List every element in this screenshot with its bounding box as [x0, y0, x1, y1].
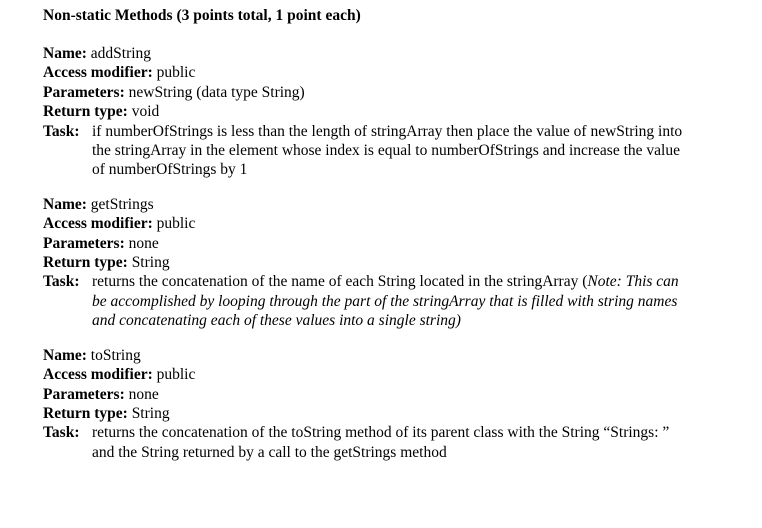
- parameters-row: [43, 385, 743, 404]
- method-name-value: addString: [90, 45, 152, 62]
- task-note-line: be accomplished by looping through the part of the stringArray that is filled with string names: [92, 292, 678, 310]
- return-type-value: void: [131, 103, 160, 121]
- parameters-row: [43, 83, 743, 102]
- access-modifier-label: Access modifier:: [43, 64, 157, 82]
- task-row: [43, 272, 743, 330]
- task-label: Task:: [43, 122, 80, 140]
- method-addstring: [43, 44, 743, 180]
- task-line: the stringArray in the element whose index is equal to numberOfStrings and increase the value: [92, 142, 680, 160]
- parameters-label: Parameters:: [43, 83, 129, 101]
- return-type-row: [43, 404, 743, 423]
- access-modifier-row: [43, 365, 743, 384]
- return-type-row: [43, 102, 743, 121]
- name-label: Name:: [43, 346, 91, 364]
- task-line: and the String returned by a call to the getStrings method: [92, 443, 447, 461]
- task-label: Task:: [43, 424, 80, 442]
- method-name-row: [43, 346, 743, 365]
- method-tostring: [43, 346, 743, 462]
- task-line: of numberOfStrings by 1: [92, 161, 248, 179]
- task-description: [92, 423, 743, 462]
- method-name-value: toString: [90, 346, 141, 364]
- access-modifier-label: Access modifier:: [43, 366, 157, 384]
- method-getstrings: [43, 195, 743, 331]
- parameters-value: none: [128, 385, 159, 403]
- task-description: [92, 122, 743, 180]
- access-modifier-row: [43, 63, 743, 82]
- section-heading: Non-static Methods (3 points total, 1 point each): [43, 7, 361, 24]
- task-line: [92, 272, 743, 291]
- task-description: [92, 272, 743, 330]
- parameters-value: none: [128, 234, 159, 252]
- parameters-row: [43, 234, 743, 253]
- task-line-text: returns the concatenation of the name of each String located in the stringArray (: [92, 273, 588, 291]
- parameters-label: Parameters:: [43, 385, 129, 403]
- method-name-row: [43, 44, 743, 63]
- task-note-line: and concatenating each of these values into a single string): [92, 312, 461, 330]
- task-note-start: Note: This can: [587, 273, 679, 291]
- document-page: [43, 6, 743, 477]
- return-type-value: String: [131, 404, 170, 422]
- name-label: Name:: [43, 45, 91, 62]
- parameters-value: newString (data type String): [128, 83, 305, 101]
- task-row: [43, 122, 743, 180]
- method-name-row: [43, 195, 743, 214]
- task-line: returns the concatenation of the toString method of its parent class with the String “Strings: ”: [92, 424, 670, 442]
- method-name-value: getStrings: [90, 195, 154, 213]
- return-type-value: String: [131, 254, 170, 272]
- parameters-label: Parameters:: [43, 234, 129, 252]
- access-modifier-row: [43, 214, 743, 233]
- task-label: Task:: [43, 273, 80, 291]
- return-type-label: Return type:: [43, 254, 132, 272]
- task-row: [43, 423, 743, 462]
- return-type-label: Return type:: [43, 404, 132, 422]
- return-type-row: [43, 253, 743, 272]
- access-modifier-value: public: [156, 366, 196, 384]
- access-modifier-value: public: [156, 64, 196, 82]
- name-label: Name:: [43, 195, 91, 213]
- return-type-label: Return type:: [43, 103, 132, 121]
- access-modifier-value: public: [156, 215, 196, 233]
- task-line: if numberOfStrings is less than the length of stringArray then place the value of newString into: [92, 122, 683, 140]
- access-modifier-label: Access modifier:: [43, 215, 157, 233]
